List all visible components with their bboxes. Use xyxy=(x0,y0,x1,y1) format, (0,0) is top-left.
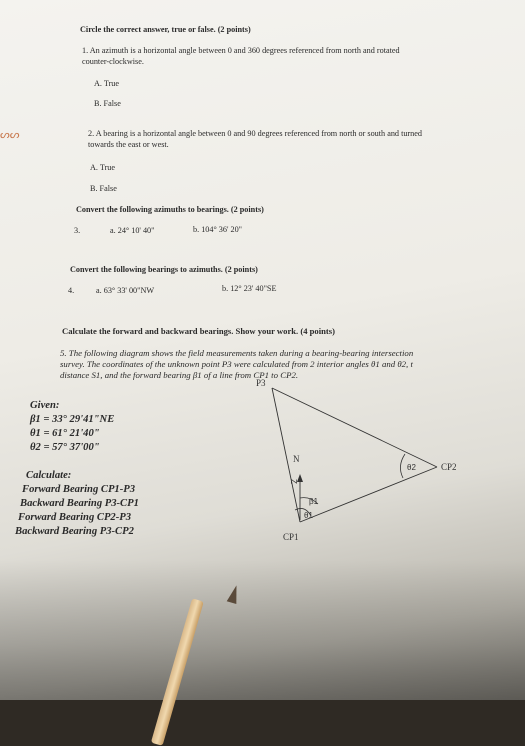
calc-heading: Calculate the forward and backward bearings. Show your work. (4 points) xyxy=(62,326,335,336)
label-z: Z xyxy=(289,479,298,484)
q3-part-b: b. 104° 36' 20" xyxy=(193,225,243,234)
label-theta2: θ2 xyxy=(407,463,416,472)
calculate-title: Calculate: xyxy=(26,470,72,481)
q1-option-b[interactable]: B. False xyxy=(94,99,121,108)
q3-number: 3. xyxy=(74,226,81,235)
q1-option-a[interactable]: A. True xyxy=(94,79,120,88)
given-theta2: θ2 = 57° 37'00" xyxy=(30,442,100,453)
q5-line1: 5. The following diagram shows the field measurements taken during a bearing-bearing intersection xyxy=(60,348,414,358)
intersection-diagram xyxy=(245,370,475,555)
given-beta1: β1 = 33° 29'41"NE xyxy=(30,414,115,425)
tf-instruction: Circle the correct answer, true or false. (2 points) xyxy=(80,25,251,34)
label-p3: P3 xyxy=(256,378,266,388)
q2-option-b[interactable]: B. False xyxy=(90,184,117,193)
q2-text-line1: 2. A bearing is a horizontal angle between 0 and 90 degrees referenced from north or south and turned xyxy=(88,129,422,138)
given-theta1: θ1 = 61° 21'40" xyxy=(30,428,100,439)
label-cp2: CP2 xyxy=(441,462,457,472)
q4-number: 4. xyxy=(68,286,75,295)
q1-text-line1: 1. An azimuth is a horizontal angle between 0 and 360 degrees referenced from north and rotated xyxy=(82,46,400,55)
q1-text-line2: counter-clockwise. xyxy=(82,57,144,66)
q4-part-a: a. 63° 33' 00"NW xyxy=(96,286,155,295)
convert-bearings-heading: Convert the following bearings to azimuths. (2 points) xyxy=(70,265,258,274)
q4-part-b: b. 12° 23' 40"SE xyxy=(222,284,277,293)
q2-text-line2: towards the east or west. xyxy=(88,140,169,149)
page-shadow xyxy=(0,560,525,700)
calc-item-4: Backward Bearing P3-CP2 xyxy=(15,526,134,537)
q5-line3: distance S1, and the forward bearing β1 of a line from CP1 to CP2. xyxy=(60,370,299,380)
q2-option-a[interactable]: A. True xyxy=(90,163,116,172)
q5-line2: survey. The coordinates of the unknown point P3 were calculated from 2 interior angles θ1 and θ2, t xyxy=(60,359,413,369)
theta2-arc xyxy=(400,454,405,478)
label-beta1: β1 xyxy=(309,497,319,506)
convert-azimuths-heading: Convert the following azimuths to bearings. (2 points) xyxy=(76,205,264,214)
calc-item-1: Forward Bearing CP1-P3 xyxy=(22,484,136,495)
calc-item-3: Forward Bearing CP2-P3 xyxy=(18,512,132,523)
q3-part-a: a. 24° 10' 40" xyxy=(110,226,155,235)
label-cp1: CP1 xyxy=(283,532,299,542)
label-theta1: θ1 xyxy=(304,511,313,520)
calc-item-2: Backward Bearing P3-CP1 xyxy=(20,498,139,509)
margin-scribble: ᔕᔕ xyxy=(0,129,20,141)
line-cp1-cp2 xyxy=(300,467,437,522)
label-n: N xyxy=(293,454,300,464)
given-title: Given: xyxy=(30,400,60,411)
